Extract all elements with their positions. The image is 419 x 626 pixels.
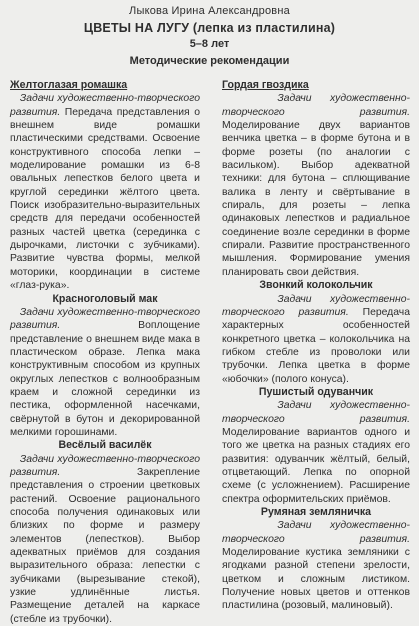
section-lead: Задачи художественно-творческого развития. bbox=[10, 453, 200, 478]
section-text bbox=[222, 519, 410, 612]
section-body: Моделирование вариантов одного и того же цветка на разных стадиях его развития: одуванчик жёлтый, белый, отцветающий. Лепка по опорной схеме (с усложнением). Расширение спектра оформительских приёмов. bbox=[222, 426, 410, 505]
section-lead: Задачи художественно-творческого развития. bbox=[222, 400, 410, 425]
section-carnation bbox=[222, 79, 410, 279]
section-text bbox=[222, 399, 410, 506]
section-body: Моделирование двух вариантов венчика цветка – в форме бутона и в форме розеты (по аналогии с васильком). Выбор адекватной техники: для бутона – сплющивание валика в ленту и свёртывание в спираль, для розеты – лепка одинаковых лепестков и радиальное соединение возле серединки в форме спирали. Развитие пространственного мышления. Формирование умения планировать свои действия. bbox=[222, 120, 410, 278]
section-lead: Задачи художественно-творческого развития. bbox=[222, 520, 410, 545]
section-body: Моделирование кустика земляники с ягодками разной степени зрелости, цветком и сложным листиком. Получение новых цветов и оттенков пластилина (розовый, малиновый). bbox=[222, 547, 410, 612]
section-text bbox=[10, 306, 200, 439]
section-title: Гордая гвоздика bbox=[222, 79, 309, 91]
section-dandelion bbox=[222, 386, 410, 506]
section-text bbox=[222, 293, 410, 386]
section-poppy bbox=[10, 293, 200, 440]
section-body: Передача характерных особенностей конкретного цветка – колокольчика на гибком стебле из проволоки или трубочки. Лепка цветка в форме «юбочки» (полого конуса). bbox=[222, 306, 410, 385]
section-title: Красноголовый мак bbox=[52, 292, 158, 305]
section-strawberry bbox=[222, 506, 410, 613]
section-body: Передача представления о внешнем виде ромашки пластическими средствами. Освоение конструктивного способа лепки – моделирование ромашки из 6-8 овальных лепестков белого цвета и круглой серединки жёлтого цвета. Поиск изобразительно-выразительных средств для передачи особенностей разных частей цветка (серединка с дырочками, листочки с зубчиками). Развитие чувства формы, мелкой моторики, координации в системе «глаз-рука». bbox=[10, 106, 200, 292]
section-lead: Задачи художественно-творческого развития. bbox=[222, 93, 410, 118]
section-text bbox=[222, 92, 410, 279]
section-body: Закрепление представления о строении цветковых растений. Освоение рационального способа получения одинаковых или близких по форме и размеру элементов (лепестков). Выбор адекватных приёмов для создания выразительного образа: лепестки с зубчиками (вырезывание стекой), узкие удлинённые листья. Размещение деталей на каркасе (стебле из трубочки). bbox=[10, 466, 200, 625]
section-body: Воплощение представление о внешнем виде мака в пластическом образе. Лепка мака конструктивным способом из крупных округлых лепестков с волнообразным краем и сложной серединки из пестика, оформленной насечками, свёрнутой в бутон и декорированной мелкими горошинами. bbox=[10, 320, 200, 438]
section-title: Пушистый одуванчик bbox=[258, 385, 374, 398]
section-title: Желтоглазая ромашка bbox=[10, 79, 128, 91]
age-range: 5–8 лет bbox=[189, 38, 230, 50]
section-title: Весёлый василёк bbox=[58, 439, 152, 452]
section-cornflower bbox=[10, 439, 200, 626]
section-title: Румяная земляничка bbox=[260, 506, 372, 518]
document-title: ЦВЕТЫ НА ЛУГУ (лепка из пластилина) bbox=[83, 21, 336, 35]
document-subtitle: Методические рекомендации bbox=[129, 55, 290, 67]
left-column bbox=[10, 79, 200, 626]
section-lead: Задачи художественно-творческого развития. bbox=[10, 306, 200, 332]
section-chamomile bbox=[10, 79, 200, 293]
author-name: Лыкова Ирина Александровна bbox=[129, 5, 290, 17]
section-text bbox=[10, 92, 200, 292]
right-column bbox=[222, 79, 410, 613]
section-lead: Задачи художественно-творческого развития. bbox=[222, 293, 410, 318]
section-title: Звонкий колокольчик bbox=[259, 279, 373, 292]
section-bellflower bbox=[222, 279, 410, 386]
section-lead: Задачи художественно-творческого развития. bbox=[10, 93, 200, 118]
